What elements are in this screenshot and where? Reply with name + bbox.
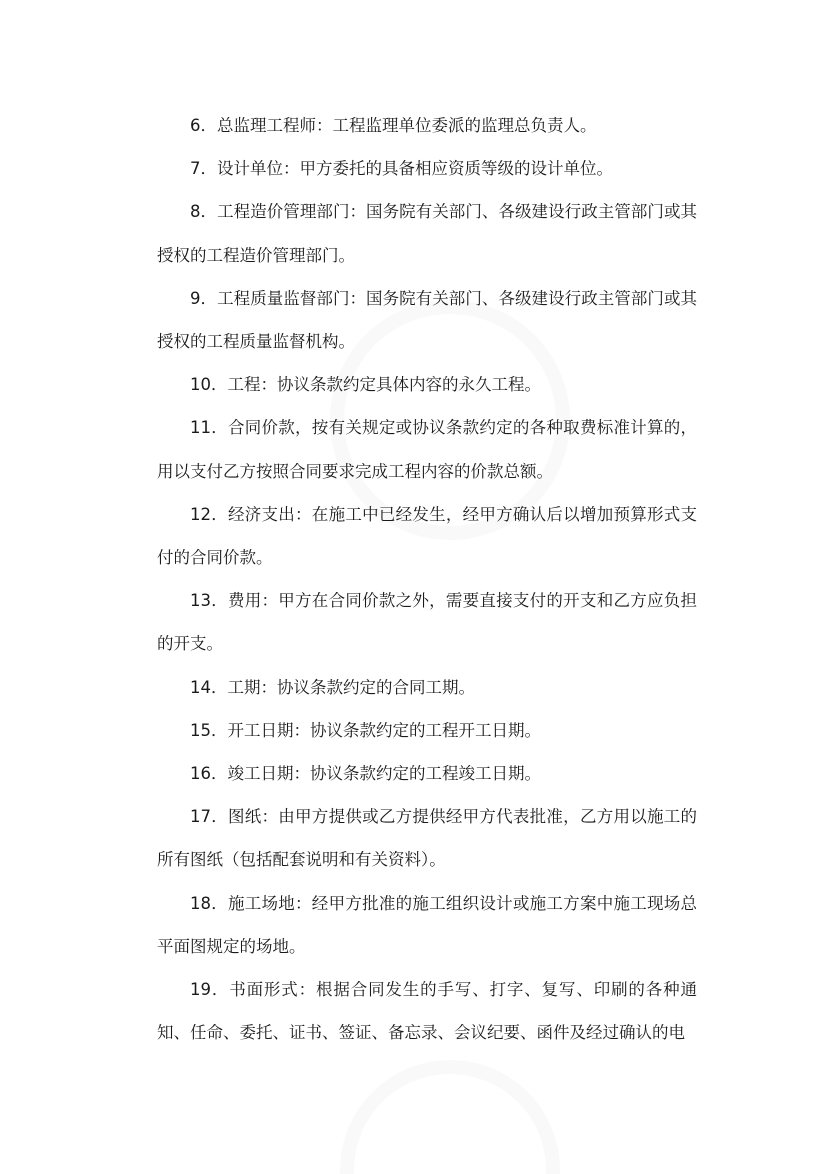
paragraph-11: 11．合同价款，按有关规定或协议条款约定的各种取费标准计算的，用以支付乙方按照合同要求完成工程内容的价款总额。 bbox=[157, 418, 697, 481]
paragraph-14: 14．工期：协议条款约定的合同工期。 bbox=[190, 677, 475, 697]
paragraph-7: 7．设计单位：甲方委托的具备相应资质等级的设计单位。 bbox=[190, 159, 613, 179]
document-body bbox=[157, 104, 697, 1054]
paragraph-6: 6．总监理工程师：工程监理单位委派的监理总负责人。 bbox=[190, 116, 597, 135]
paragraph-10: 10．工程：协议条款约定具体内容的永久工程。 bbox=[190, 375, 541, 395]
paragraph-8: 8．工程造价管理部门：国务院有关部门、各级建设行政主管部门或其授权的工程造价管理部门。 bbox=[157, 202, 697, 265]
paragraph-13: 13．费用：甲方在合同价款之外，需要直接支付的开支和乙方应负担的开支。 bbox=[157, 591, 697, 654]
paragraph-16: 16．竣工日期：协议条款约定的工程竣工日期。 bbox=[190, 764, 541, 784]
paragraph-12: 12．经济支出：在施工中已经发生，经甲方确认后以增加预算形式支付的合同价款。 bbox=[157, 504, 697, 568]
paragraph-19: 19．书面形式：根据合同发生的手写、打字、复写、印刷的各种通知、任命、委托、证书、签证、备忘录、会议纪要、函件及经过确认的电 bbox=[157, 980, 697, 1043]
paragraph-18: 18．施工场地：经甲方批准的施工组织设计或施工方案中施工现场总平面图规定的场地。 bbox=[157, 893, 697, 956]
paragraph-9: 9．工程质量监督部门：国务院有关部门、各级建设行政主管部门或其授权的工程质量监督机构。 bbox=[157, 288, 697, 352]
paragraph-15: 15．开工日期：协议条款约定的工程开工日期。 bbox=[190, 720, 541, 740]
paragraph-17: 17．图纸：由甲方提供或乙方提供经甲方代表批准，乙方用以施工的所有图纸（包括配套说明和有关资料）。 bbox=[157, 807, 697, 870]
